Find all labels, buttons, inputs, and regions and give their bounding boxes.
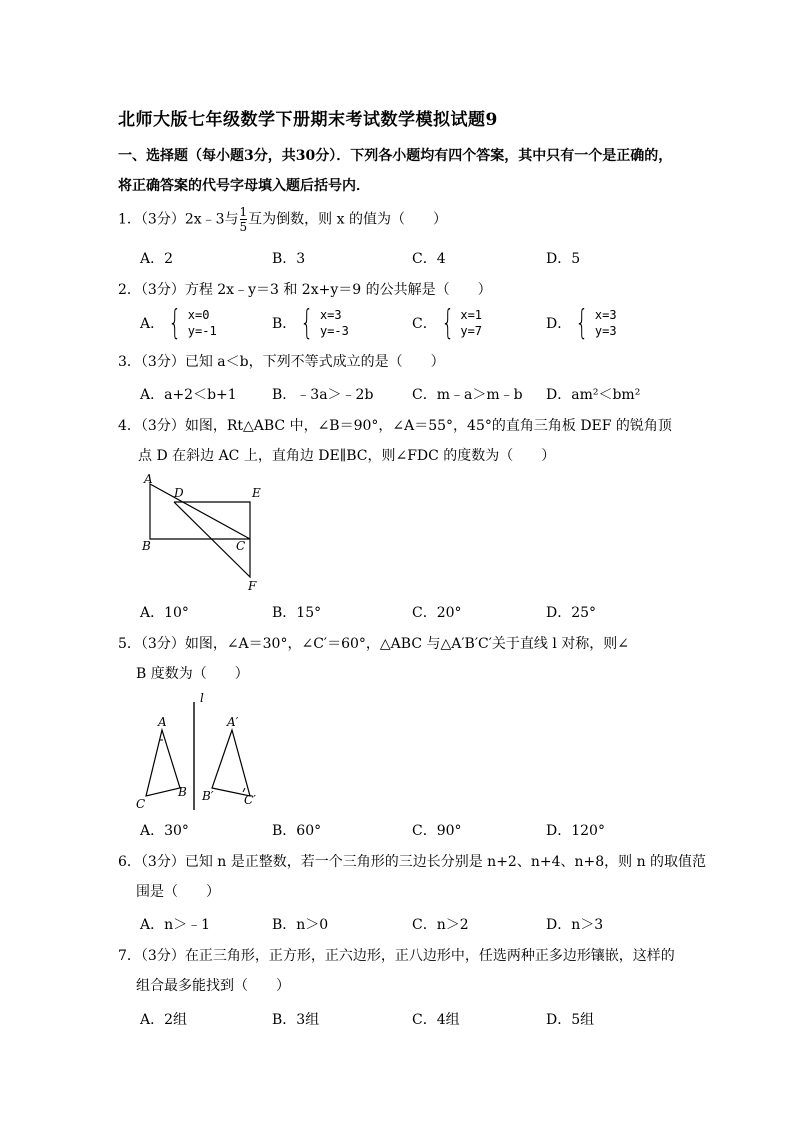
question-5-options — [140, 820, 680, 840]
label-c-prime: C′ — [244, 793, 256, 807]
question-4-line1: 4．（3分）如图，Rt△ABC 中，∠B＝90°，∠A＝55°，45°的直角三角板 DEF 的锐角顶 — [118, 418, 672, 434]
system-row-1: x=1 — [460, 308, 483, 322]
option-d[interactable]: D．120° — [546, 823, 605, 839]
triangle-abc-prime — [212, 730, 250, 796]
triangle-figure-4 — [136, 472, 276, 597]
option-label: C． — [412, 316, 437, 332]
question-1 — [118, 205, 688, 234]
question-5-line2: B 度数为（ ） — [136, 666, 249, 682]
question-5 — [118, 634, 688, 684]
question-7-line2: 组合最多能找到（ ） — [136, 978, 290, 994]
option-label: B． — [272, 316, 297, 332]
option-label: A． — [140, 316, 165, 332]
symmetric-triangles-figure — [132, 688, 272, 812]
section-instructions — [118, 145, 678, 195]
option-b[interactable]: B．60° — [272, 823, 322, 839]
option-a[interactable]: A．10° — [140, 605, 189, 621]
label-c: C — [136, 797, 146, 811]
option-c[interactable]: C．4 — [412, 251, 446, 267]
system-row-2: y=7 — [460, 324, 483, 338]
option-c[interactable]: C．90° — [412, 823, 462, 839]
question-1-text-before: 1．（3分）2x﹣3与 — [118, 211, 239, 228]
option-b[interactable]: B．3组 — [272, 1012, 320, 1028]
question-4 — [118, 416, 688, 466]
fraction-denominator: 5 — [239, 220, 248, 234]
question-5-figure — [132, 688, 272, 816]
option-label: D． — [546, 316, 572, 332]
question-1-options — [140, 248, 680, 268]
brace-icon: { — [300, 303, 314, 343]
option-c[interactable]: C．n＞2 — [412, 917, 469, 933]
label-b: B — [142, 539, 151, 553]
section-instructions-line1: 一、选择题（每小题3分，共30分）．下列各小题均有四个答案，其中只有一个是正确的， — [118, 148, 673, 164]
fraction-numerator: 1 — [239, 205, 248, 219]
label-b-prime: B′ — [202, 789, 214, 803]
question-6-line1: 6．（3分）已知 n 是正整数，若一个三角形的三边长分别是 n+2、n+4、n+8，则 n 的取值范 — [118, 854, 707, 870]
option-d[interactable] — [546, 303, 617, 343]
question-7-options — [140, 1009, 680, 1029]
angle-mark-c-prime — [243, 788, 245, 792]
option-c[interactable]: C．m﹣a＞m﹣b — [412, 387, 523, 403]
question-7-line1: 7．（3分）在正三角形，正方形，正六边形，正八边形中，任选两种正多边形镶嵌，这样的 — [118, 948, 675, 964]
label-a-prime: A′ — [227, 715, 239, 729]
option-b[interactable]: B．3 — [272, 251, 306, 267]
label-a: A — [144, 472, 153, 486]
question-2-options — [140, 303, 680, 346]
label-l: l — [200, 691, 204, 705]
option-a[interactable]: A．2 — [140, 251, 174, 267]
option-d[interactable]: D．5组 — [546, 1012, 595, 1028]
option-c[interactable]: C．4组 — [412, 1012, 460, 1028]
triangle-abc — [150, 484, 250, 539]
option-c[interactable]: C．20° — [412, 605, 462, 621]
system-row-2: y=3 — [594, 324, 617, 338]
option-d[interactable]: D．25° — [546, 605, 597, 621]
option-d[interactable]: D．5 — [546, 251, 581, 267]
system-row-1: x=3 — [319, 308, 342, 322]
question-6-options — [140, 914, 680, 934]
option-a[interactable]: A．n＞﹣1 — [140, 917, 211, 933]
question-4-figure — [136, 472, 276, 601]
question-1-text-after: 互为倒数，则 x 的值为（ ） — [248, 211, 447, 228]
option-a[interactable]: A．a+2＜b+1 — [140, 387, 237, 403]
label-f: F — [248, 579, 257, 593]
question-3: 3．（3分）已知 a＜b，下列不等式成立的是（ ） — [118, 354, 445, 370]
system-row-2: y=-3 — [319, 324, 349, 338]
question-4-line2: 点 D 在斜边 AC 上，直角边 DE∥BC，则∠FDC 的度数为（ ） — [138, 448, 556, 464]
option-b[interactable]: B．15° — [272, 605, 322, 621]
brace-icon: { — [168, 303, 182, 343]
brace-icon: { — [575, 303, 589, 343]
question-7 — [118, 946, 688, 996]
question-6 — [118, 852, 707, 902]
question-2: 2．（3分）方程 2x﹣y＝3 和 2x+y＝9 的公共解是（ ） — [118, 282, 492, 298]
section-instructions-line2: 将正确答案的代号字母填入题后括号内． — [118, 178, 370, 194]
option-d[interactable]: D．n＞3 — [546, 917, 604, 933]
question-6-line2: 围是（ ） — [136, 884, 220, 900]
option-b[interactable]: B．n＞0 — [272, 917, 329, 933]
option-d[interactable]: D．am²＜bm² — [546, 387, 641, 403]
option-a[interactable] — [140, 303, 217, 343]
fraction-one-fifth — [240, 205, 248, 234]
label-a: A — [158, 715, 167, 729]
system-row-1: x=3 — [594, 308, 617, 322]
label-c: C — [236, 539, 246, 553]
label-b: B — [178, 785, 187, 799]
system-row-1: x=0 — [187, 308, 210, 322]
label-d: D — [174, 486, 184, 500]
option-a[interactable]: A．30° — [140, 823, 189, 839]
question-5-line1: 5．（3分）如图，∠A＝30°，∠C′＝60°，△ABC 与△A′B′C′关于直线 l 对称，则∠ — [118, 636, 630, 652]
exam-title: 北师大版七年级数学下册期末考试数学模拟试题9 — [118, 110, 498, 130]
option-b[interactable]: B．﹣3a＞﹣2b — [272, 387, 374, 403]
question-3-options — [140, 384, 680, 404]
system-row-2: y=-1 — [187, 324, 217, 338]
option-a[interactable]: A．2组 — [140, 1012, 188, 1028]
label-e: E — [252, 486, 261, 500]
brace-icon: { — [441, 303, 455, 343]
question-4-options — [140, 602, 680, 622]
option-c[interactable] — [412, 303, 483, 343]
option-b[interactable] — [272, 303, 349, 343]
